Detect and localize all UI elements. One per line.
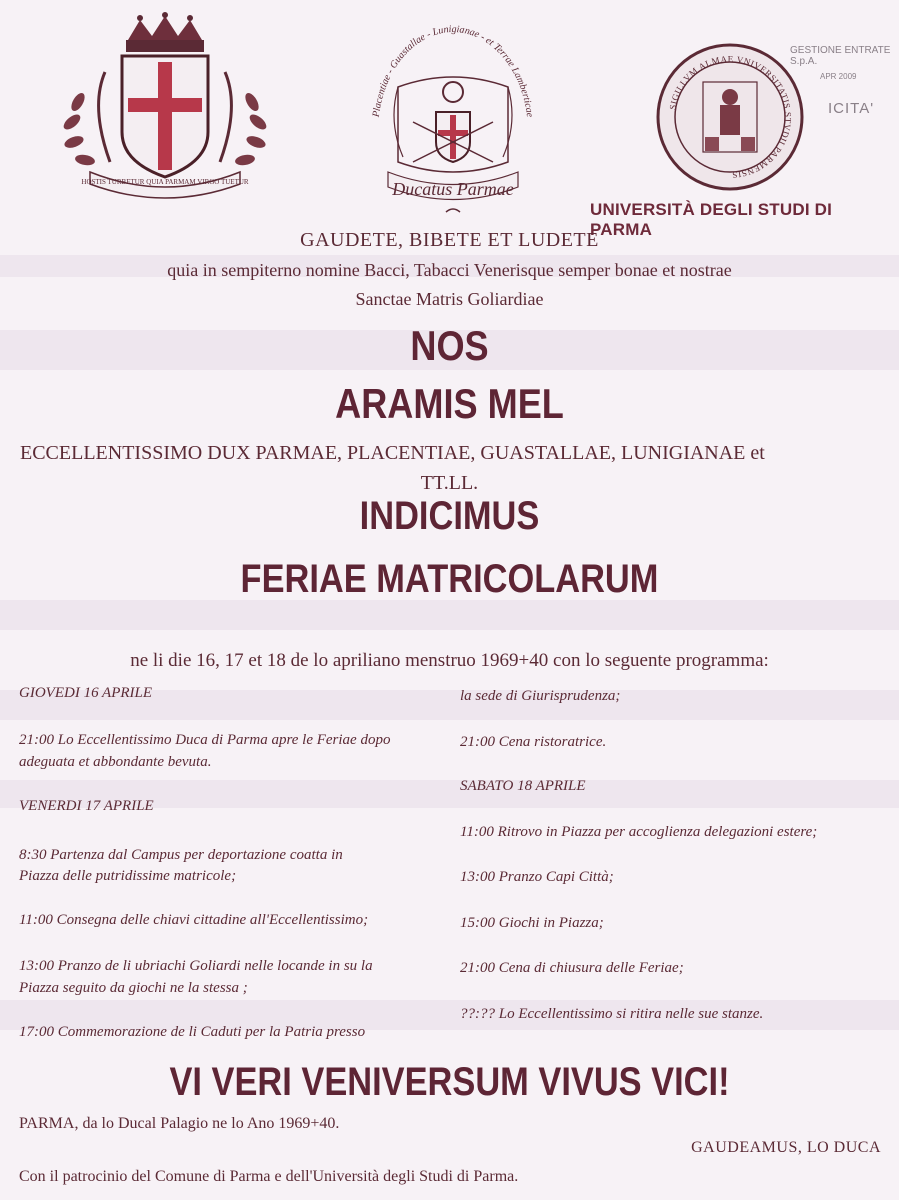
closing-slogan: VI VERI VENIVERSUM VIVUS VICI! [169, 1060, 730, 1104]
program-line: 21:00 Lo Eccellentissimo Duca di Parma apre le Feriae dopo [19, 732, 391, 748]
heading-indicimus: INDICIMUS [359, 494, 540, 538]
heading-name: ARAMIS MEL [335, 380, 564, 427]
program-line: Piazza seguito da giochi ne la stessa ; [19, 980, 248, 996]
motto: GAUDETE, BIBETE ET LUDETE [300, 229, 599, 251]
ducatus-parmae-emblem-icon [358, 12, 548, 222]
parma-coat-of-arms-icon [50, 12, 280, 202]
program-line: 13:00 Pranzo Capi Città; [460, 869, 614, 885]
program-line: 11:00 Ritrovo in Piazza per accoglienza delegazioni estere; [460, 824, 818, 840]
program-line: 21:00 Cena di chiusura delle Feriae; [460, 960, 684, 976]
heading-feriae: FERIAE MATRICOLARUM [240, 557, 659, 601]
program-line: SABATO 18 APRILE [460, 778, 586, 794]
signature: GAUDEAMUS, LO DUCA [691, 1139, 881, 1156]
scan-band [0, 600, 899, 630]
duke-title-2: TT.LL. [420, 472, 479, 494]
university-seal-icon [655, 42, 805, 192]
dedication-line: quia in sempiterno nomine Bacci, Tabacci Venerisque semper bonae et nostrae [167, 260, 732, 280]
duke-title: ECCELLENTISSIMO DUX PARMAE, PLACENTIAE, GUASTALLAE, LUNIGIANAE et [20, 442, 765, 464]
coat-of-arms-motto: HOSTIS TURBETUR QUIA PARMAM VIRGO TUETUR [81, 178, 249, 186]
program-line: 21:00 Cena ristoratrice. [460, 734, 607, 750]
program-line: ??:?? Lo Eccellentissimo si ritira nelle sue stanze. [460, 1006, 764, 1022]
dedication-line-2: Sanctae Matris Goliardiae [355, 289, 544, 309]
program-line: la sede di Giurisprudenza; [460, 688, 621, 704]
place-date: PARMA, da lo Ducal Palagio ne lo Ano 1969+40. [19, 1115, 340, 1132]
program-line: VENERDI 17 APRILE [19, 798, 154, 814]
program-intro: ne li die 16, 17 et 18 de lo apriliano menstruo 1969+40 con lo seguente programma: [130, 650, 769, 671]
program-line: 15:00 Giochi in Piazza; [460, 915, 604, 931]
ducatus-banner-text: Ducatus Parmae [392, 179, 514, 199]
heading-nos: NOS [410, 322, 489, 369]
program-line: 11:00 Consegna delle chiavi cittadine all'Eccellentissimo; [19, 912, 369, 928]
program-line: 17:00 Commemorazione de li Caduti per la Patria presso [19, 1024, 366, 1040]
program-line: GIOVEDI 16 APRILE [19, 685, 153, 701]
program-line: adeguata et abbondante bevuta. [19, 754, 212, 770]
program-line: Piazza delle putridissime matricole; [19, 868, 237, 884]
seal-arc-text: SIGILLVM ALMAE VNIVERSITATIS STVDII PARMENSIS [667, 53, 794, 181]
program-line: 8:30 Partenza dal Campus per deportazione coatta in [19, 847, 343, 863]
stamp-text: GESTIONE ENTRATE S.p.A. [790, 45, 891, 67]
university-name: UNIVERSITÀ DEGLI STUDI DI PARMA [590, 200, 833, 239]
stamp-text-partial: ICITA' [828, 100, 875, 117]
patronage-note: Con il patrocinio del Comune di Parma e dell'Università degli Studi di Parma. [19, 1168, 519, 1185]
program-line: 13:00 Pranzo de li ubriachi Goliardi nelle locande in su la [19, 958, 373, 974]
svg-text:Placentiae - Guastallae - Luni [371, 24, 536, 119]
stamp-date: APR 2009 [820, 72, 857, 81]
ducatus-arc-text: Placentiae - Guastallae - Lunigianae - et Terrae Lamberticae [370, 23, 536, 118]
